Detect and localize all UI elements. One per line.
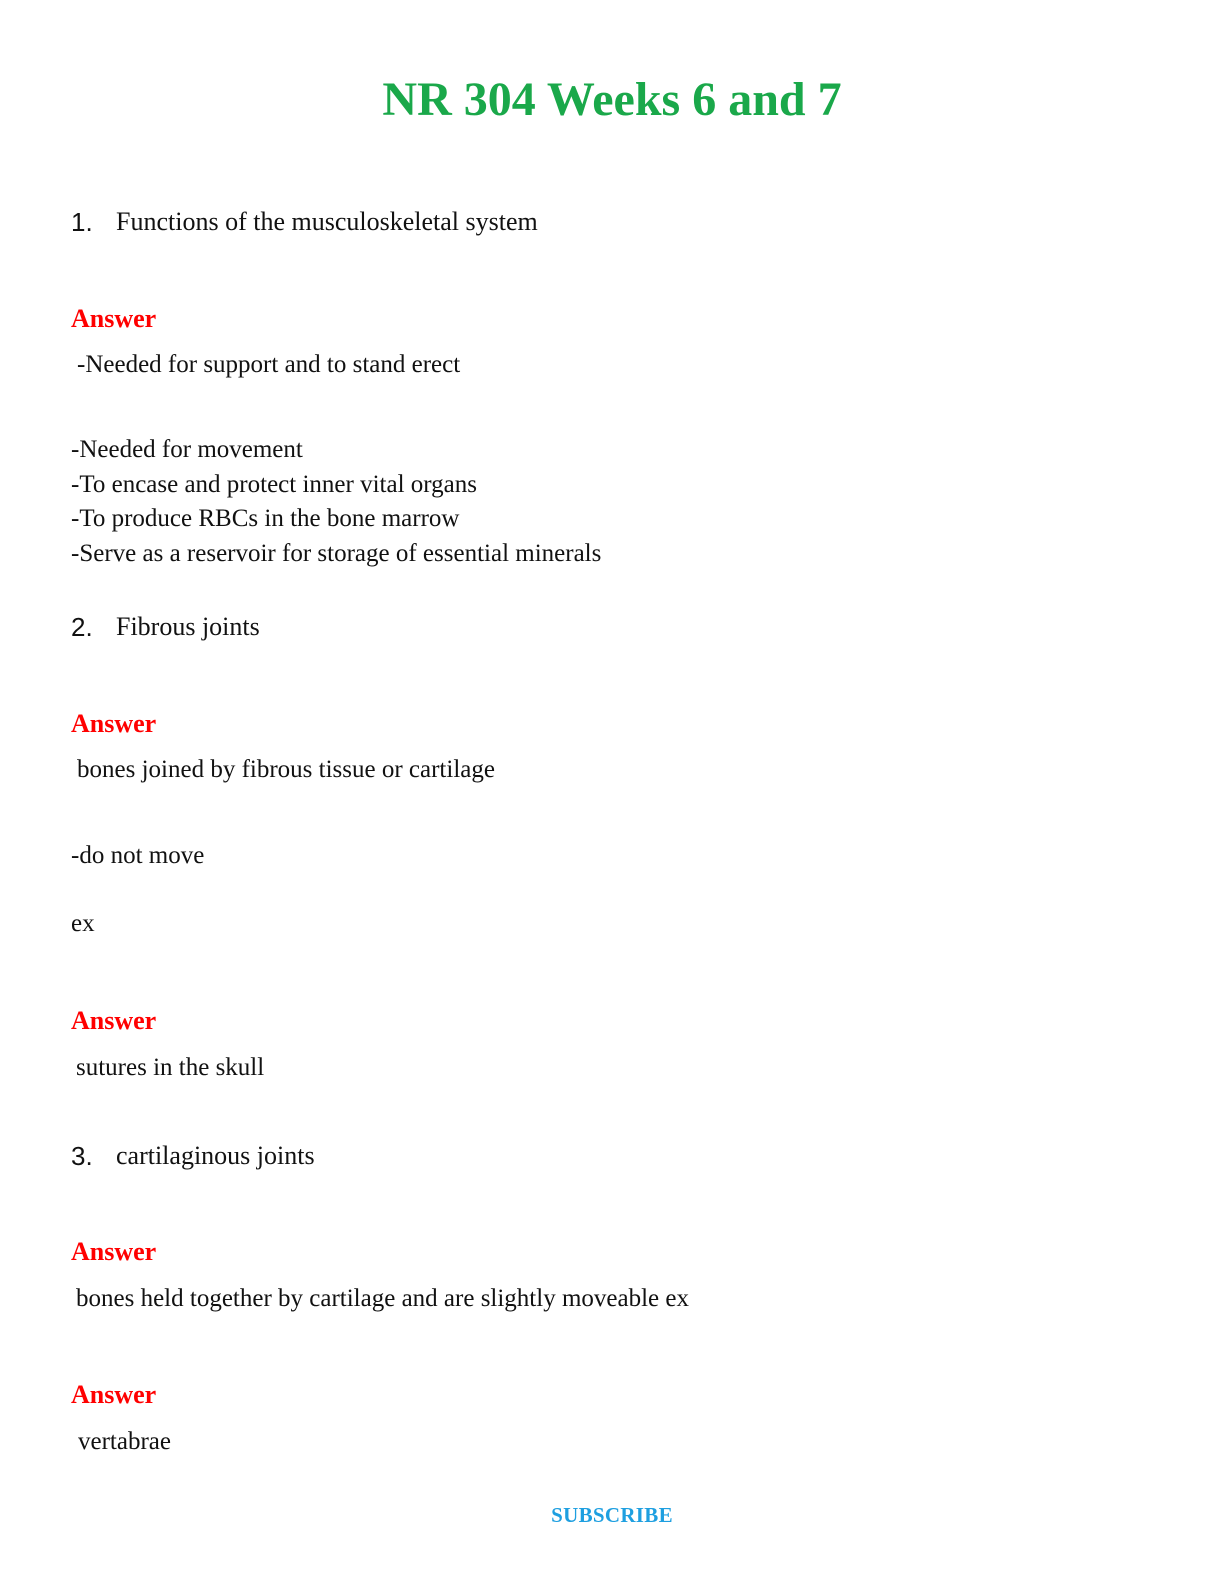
- answer-line: -To produce RBCs in the bone marrow: [71, 505, 460, 532]
- question-number: 2.: [71, 612, 93, 642]
- question-number: 1.: [71, 207, 93, 237]
- answer-label: Answer: [71, 304, 157, 333]
- question-number: 3.: [71, 1141, 93, 1171]
- answer-label: Answer: [71, 1380, 157, 1409]
- answer-line: -do not move: [71, 842, 205, 869]
- question-text: cartilaginous joints: [116, 1141, 315, 1170]
- answer-line: -Needed for movement: [71, 436, 303, 463]
- question-text: Fibrous joints: [116, 612, 260, 641]
- answer-line: -To encase and protect inner vital organs: [71, 471, 477, 498]
- answer-line: bones joined by fibrous tissue or cartilage: [77, 756, 495, 783]
- answer-label: Answer: [71, 1006, 157, 1035]
- answer-label: Answer: [71, 1237, 157, 1266]
- answer-line: ex: [71, 910, 95, 937]
- answer-label: Answer: [71, 709, 157, 738]
- question-text: Functions of the musculoskeletal system: [116, 207, 538, 236]
- subscribe-link[interactable]: SUBSCRIBE: [551, 1503, 673, 1527]
- answer-line: -Serve as a reservoir for storage of essential minerals: [71, 540, 602, 567]
- answer-line: bones held together by cartilage and are slightly moveable ex: [76, 1285, 689, 1312]
- answer-line: sutures in the skull: [76, 1054, 265, 1081]
- page-title: NR 304 Weeks 6 and 7: [382, 73, 842, 126]
- answer-line: -Needed for support and to stand erect: [77, 351, 461, 378]
- answer-line: vertabrae: [78, 1428, 171, 1455]
